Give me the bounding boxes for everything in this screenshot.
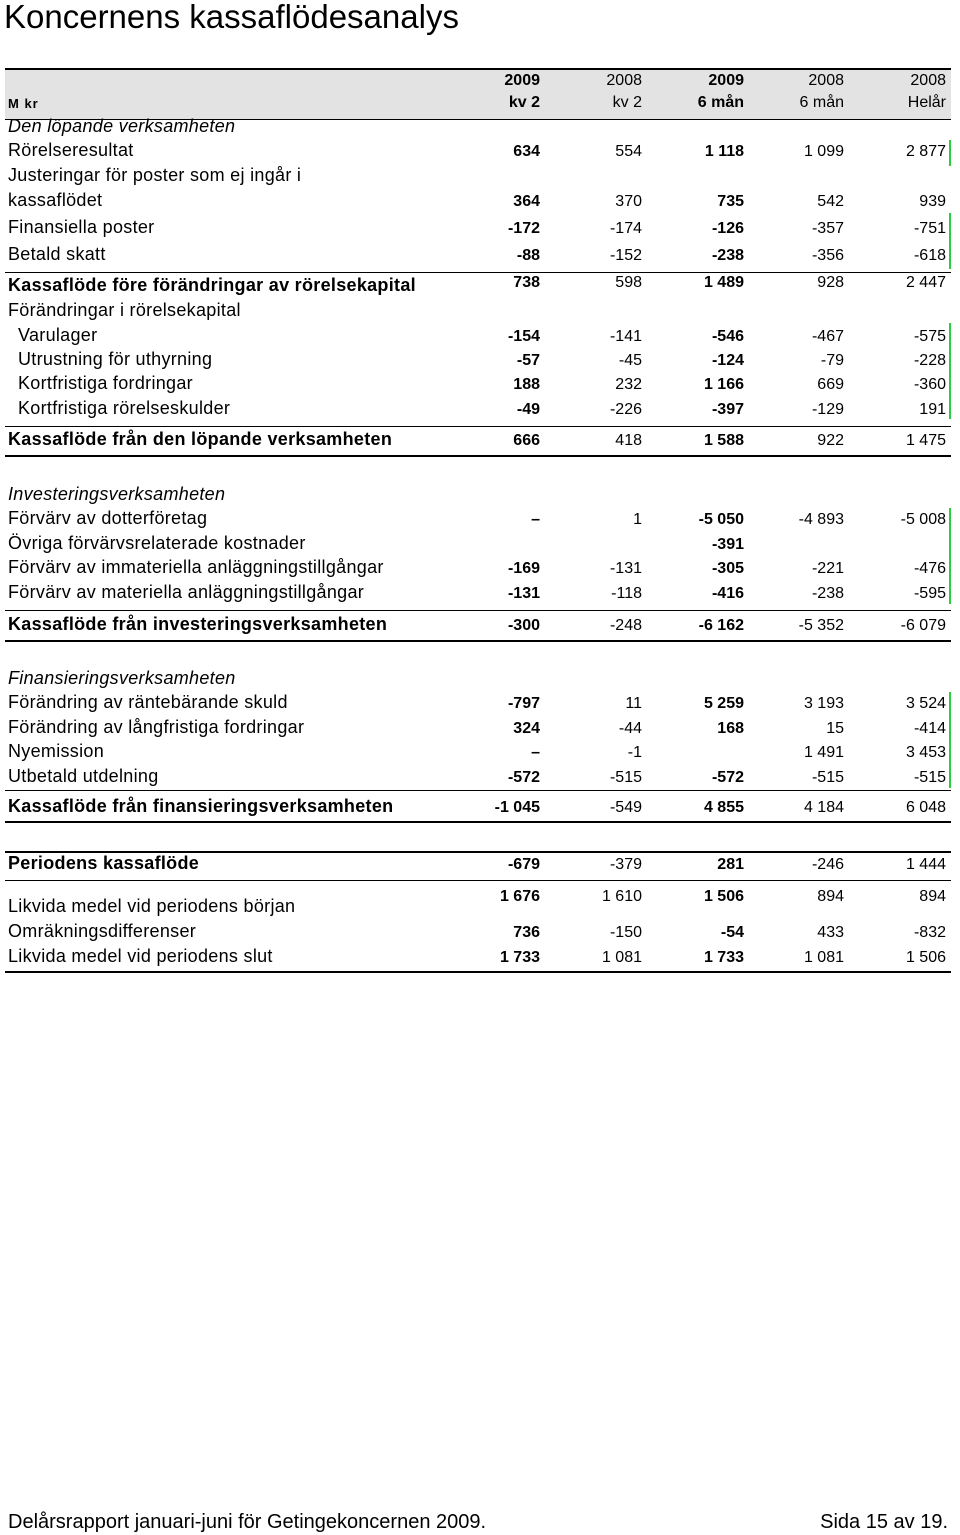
col2-period: kv 2 bbox=[612, 94, 642, 111]
value-cell: 1 081 bbox=[601, 949, 642, 966]
value-cell: 939 bbox=[919, 193, 946, 210]
divider bbox=[5, 851, 951, 853]
value-cell: -595 bbox=[913, 585, 946, 602]
value-cell: -300 bbox=[507, 617, 540, 634]
table-row bbox=[0, 692, 960, 716]
value-cell: 364 bbox=[513, 193, 540, 210]
divider bbox=[5, 272, 951, 273]
table-row bbox=[0, 398, 960, 422]
value-cell: -797 bbox=[507, 695, 540, 712]
row-label: Utbetald utdelning bbox=[8, 766, 159, 786]
col4-year: 2008 bbox=[808, 72, 844, 89]
row-label: Kassaflöde från den löpande verksamheten bbox=[8, 429, 393, 449]
value-cell: -124 bbox=[711, 352, 744, 369]
value-cell: 6 048 bbox=[905, 799, 946, 816]
value-cell: 1 676 bbox=[499, 888, 540, 905]
value-cell: 4 855 bbox=[703, 799, 744, 816]
row-label: Kortfristiga fordringar bbox=[18, 373, 193, 393]
table-row bbox=[0, 429, 960, 453]
value-cell: 1 475 bbox=[905, 432, 946, 449]
value-cell: -751 bbox=[913, 220, 946, 237]
value-cell: 928 bbox=[817, 274, 844, 291]
column-marker bbox=[949, 323, 951, 419]
value-cell: -228 bbox=[913, 352, 946, 369]
value-cell: 1 588 bbox=[703, 432, 744, 449]
value-cell: -572 bbox=[711, 769, 744, 786]
row-label: Betald skatt bbox=[8, 244, 106, 264]
value-cell: 418 bbox=[615, 432, 642, 449]
value-cell: 2 447 bbox=[905, 274, 946, 291]
value-cell: -221 bbox=[811, 560, 844, 577]
unit-label: M kr bbox=[8, 96, 39, 111]
value-cell: -549 bbox=[609, 799, 642, 816]
value-cell: -467 bbox=[811, 328, 844, 345]
divider bbox=[5, 640, 951, 642]
value-cell: 1 733 bbox=[499, 949, 540, 966]
divider bbox=[5, 971, 951, 973]
value-cell: – bbox=[531, 744, 540, 761]
value-cell: -154 bbox=[507, 328, 540, 345]
row-label: Förvärv av immateriella anläggningstillgångar bbox=[8, 557, 384, 577]
col1-period: kv 2 bbox=[508, 94, 540, 111]
value-cell: -238 bbox=[811, 585, 844, 602]
value-cell: 4 184 bbox=[803, 799, 844, 816]
row-label: Utrustning för uthyrning bbox=[18, 349, 213, 369]
table-row bbox=[0, 921, 960, 945]
value-cell: – bbox=[531, 511, 540, 528]
value-cell: 281 bbox=[717, 856, 744, 873]
value-cell: -515 bbox=[913, 769, 946, 786]
value-cell: -248 bbox=[609, 617, 642, 634]
table-row bbox=[0, 217, 960, 241]
value-cell: 669 bbox=[817, 376, 844, 393]
page-title: Koncernens kassaflödesanalys bbox=[4, 0, 459, 35]
value-cell: 894 bbox=[817, 888, 844, 905]
value-cell: 11 bbox=[625, 695, 642, 712]
column-marker bbox=[949, 508, 951, 604]
value-cell: -1 045 bbox=[494, 799, 540, 816]
value-cell: 191 bbox=[919, 401, 946, 418]
row-label: Förändring av räntebärande skuld bbox=[8, 692, 288, 712]
row-label: Finansiella poster bbox=[8, 217, 155, 237]
row-label: Investeringsverksamheten bbox=[8, 484, 226, 504]
table-row bbox=[0, 853, 960, 877]
value-cell: 1 166 bbox=[703, 376, 744, 393]
row-label: Kassaflöde från investeringsverksamheten bbox=[8, 614, 388, 634]
table-row bbox=[0, 116, 960, 140]
row-label: Förvärv av materiella anläggningstillgångar bbox=[8, 582, 365, 602]
divider bbox=[5, 426, 951, 427]
table-row bbox=[0, 557, 960, 581]
col3-year: 2009 bbox=[708, 72, 744, 89]
value-cell: 2 877 bbox=[905, 143, 946, 160]
value-cell: 1 733 bbox=[703, 949, 744, 966]
value-cell: -44 bbox=[618, 720, 642, 737]
value-cell: 1 bbox=[633, 511, 642, 528]
value-cell: -129 bbox=[811, 401, 844, 418]
value-cell: 15 bbox=[826, 720, 844, 737]
value-cell: -79 bbox=[820, 352, 844, 369]
value-cell: -169 bbox=[507, 560, 540, 577]
value-cell: -414 bbox=[913, 720, 946, 737]
value-cell: 3 193 bbox=[803, 695, 844, 712]
value-cell: -618 bbox=[913, 247, 946, 264]
col4-period: 6 mån bbox=[799, 94, 844, 111]
row-label: Kortfristiga rörelseskulder bbox=[18, 398, 231, 418]
value-cell: 894 bbox=[919, 888, 946, 905]
value-cell: -238 bbox=[711, 247, 744, 264]
report-footer: Delårsrapport januari-juni för Getingekoncernen 2009. bbox=[8, 1511, 487, 1533]
value-cell: -515 bbox=[811, 769, 844, 786]
table-row bbox=[0, 349, 960, 373]
row-label: Förändring av långfristiga fordringar bbox=[8, 717, 305, 737]
value-cell: -126 bbox=[711, 220, 744, 237]
value-cell: -5 050 bbox=[698, 511, 744, 528]
row-label: Kassaflöde från finansieringsverksamheten bbox=[8, 796, 394, 816]
row-label: Likvida medel vid periodens slut bbox=[8, 946, 273, 966]
value-cell: -172 bbox=[507, 220, 540, 237]
col2-year: 2008 bbox=[606, 72, 642, 89]
col1-year: 2009 bbox=[504, 72, 540, 89]
divider bbox=[5, 610, 951, 611]
table-row bbox=[0, 888, 960, 920]
value-cell: 542 bbox=[817, 193, 844, 210]
row-label: Justeringar för poster som ej ingår i bbox=[8, 165, 302, 185]
divider bbox=[5, 790, 951, 791]
value-cell: -356 bbox=[811, 247, 844, 264]
col5-year: 2008 bbox=[910, 72, 946, 89]
value-cell: 634 bbox=[513, 143, 540, 160]
value-cell: 168 bbox=[717, 720, 744, 737]
value-cell: -679 bbox=[507, 856, 540, 873]
value-cell: -152 bbox=[609, 247, 642, 264]
value-cell: 1 506 bbox=[703, 888, 744, 905]
table-row bbox=[0, 533, 960, 557]
value-cell: -6 079 bbox=[900, 617, 946, 634]
value-cell: -88 bbox=[516, 247, 540, 264]
row-label: Periodens kassaflöde bbox=[8, 853, 200, 873]
table-row bbox=[0, 140, 960, 164]
value-cell: -118 bbox=[611, 585, 642, 602]
row-label: kassaflödet bbox=[8, 190, 103, 210]
value-cell: 554 bbox=[615, 143, 642, 160]
divider bbox=[5, 821, 951, 823]
value-cell: -141 bbox=[609, 328, 642, 345]
value-cell: -515 bbox=[609, 769, 642, 786]
value-cell: 1 489 bbox=[703, 274, 744, 291]
table-row bbox=[0, 373, 960, 397]
table-row bbox=[0, 508, 960, 532]
table-row bbox=[0, 614, 960, 638]
value-cell: -226 bbox=[609, 401, 642, 418]
table-row bbox=[0, 275, 960, 299]
value-cell: -6 162 bbox=[698, 617, 744, 634]
value-cell: -476 bbox=[913, 560, 946, 577]
value-cell: 666 bbox=[513, 432, 540, 449]
value-cell: -131 bbox=[609, 560, 642, 577]
value-cell: 188 bbox=[513, 376, 540, 393]
column-marker bbox=[949, 140, 951, 166]
table-row bbox=[0, 190, 960, 214]
row-label: Förändringar i rörelsekapital bbox=[8, 300, 241, 320]
value-cell: -391 bbox=[711, 536, 744, 553]
table-row bbox=[0, 244, 960, 268]
divider bbox=[5, 455, 951, 457]
row-label: Varulager bbox=[18, 325, 98, 345]
col5-period: Helår bbox=[907, 94, 946, 111]
value-cell: -360 bbox=[913, 376, 946, 393]
row-label: Nyemission bbox=[8, 741, 105, 761]
value-cell: 370 bbox=[615, 193, 642, 210]
value-cell: 5 259 bbox=[703, 695, 744, 712]
table-row bbox=[0, 165, 960, 189]
value-cell: 3 524 bbox=[905, 695, 946, 712]
value-cell: 1 444 bbox=[905, 856, 946, 873]
value-cell: -416 bbox=[711, 585, 744, 602]
value-cell: 433 bbox=[817, 924, 844, 941]
value-cell: 1 081 bbox=[803, 949, 844, 966]
value-cell: 1 491 bbox=[803, 744, 844, 761]
value-cell: 922 bbox=[817, 432, 844, 449]
value-cell: -1 bbox=[627, 744, 642, 761]
value-cell: -131 bbox=[507, 585, 540, 602]
table-row bbox=[0, 796, 960, 820]
table-row bbox=[0, 668, 960, 692]
table-row bbox=[0, 766, 960, 790]
value-cell: 1 118 bbox=[704, 143, 744, 160]
value-cell: -575 bbox=[913, 328, 946, 345]
row-label: Rörelseresultat bbox=[8, 140, 134, 160]
value-cell: -572 bbox=[507, 769, 540, 786]
value-cell: -379 bbox=[609, 856, 642, 873]
page-number: Sida 15 av 19. bbox=[820, 1511, 948, 1533]
value-cell: 1 506 bbox=[905, 949, 946, 966]
value-cell: -357 bbox=[811, 220, 844, 237]
value-cell: 324 bbox=[513, 720, 540, 737]
table-row bbox=[0, 484, 960, 508]
value-cell: -546 bbox=[711, 328, 744, 345]
table-row bbox=[0, 717, 960, 741]
value-cell: -49 bbox=[516, 401, 540, 418]
divider bbox=[5, 880, 951, 881]
value-cell: -174 bbox=[609, 220, 642, 237]
value-cell: -57 bbox=[516, 352, 540, 369]
value-cell: -150 bbox=[609, 924, 642, 941]
table-row bbox=[0, 946, 960, 970]
row-label: Omräkningsdifferenser bbox=[8, 921, 197, 941]
value-cell: 736 bbox=[513, 924, 540, 941]
value-cell: -45 bbox=[618, 352, 642, 369]
row-label: Finansieringsverksamheten bbox=[8, 668, 236, 688]
value-cell: -832 bbox=[913, 924, 946, 941]
value-cell: 3 453 bbox=[905, 744, 946, 761]
value-cell: 738 bbox=[513, 274, 540, 291]
row-label: Övriga förvärvsrelaterade kostnader bbox=[8, 533, 306, 553]
row-label: Förvärv av dotterföretag bbox=[8, 508, 208, 528]
table-row bbox=[0, 325, 960, 349]
table-row bbox=[0, 582, 960, 606]
value-cell: 232 bbox=[615, 376, 642, 393]
row-label: Kassaflöde före förändringar av rörelsekapital bbox=[8, 275, 416, 295]
value-cell: -54 bbox=[720, 924, 744, 941]
value-cell: -4 893 bbox=[798, 511, 844, 528]
value-cell: 1 099 bbox=[803, 143, 844, 160]
column-marker bbox=[949, 692, 951, 788]
value-cell: -305 bbox=[711, 560, 744, 577]
value-cell: -5 008 bbox=[900, 511, 946, 528]
col3-period: 6 mån bbox=[697, 94, 744, 111]
row-label: Likvida medel vid periodens början bbox=[8, 896, 296, 916]
value-cell: 735 bbox=[717, 193, 744, 210]
table-row bbox=[0, 300, 960, 324]
column-marker bbox=[949, 213, 951, 269]
value-cell: -246 bbox=[811, 856, 844, 873]
table-row bbox=[0, 741, 960, 765]
value-cell: -5 352 bbox=[798, 617, 844, 634]
value-cell: -397 bbox=[711, 401, 744, 418]
value-cell: 598 bbox=[615, 274, 642, 291]
value-cell: 1 610 bbox=[601, 888, 642, 905]
row-label: Den löpande verksamheten bbox=[8, 116, 236, 136]
